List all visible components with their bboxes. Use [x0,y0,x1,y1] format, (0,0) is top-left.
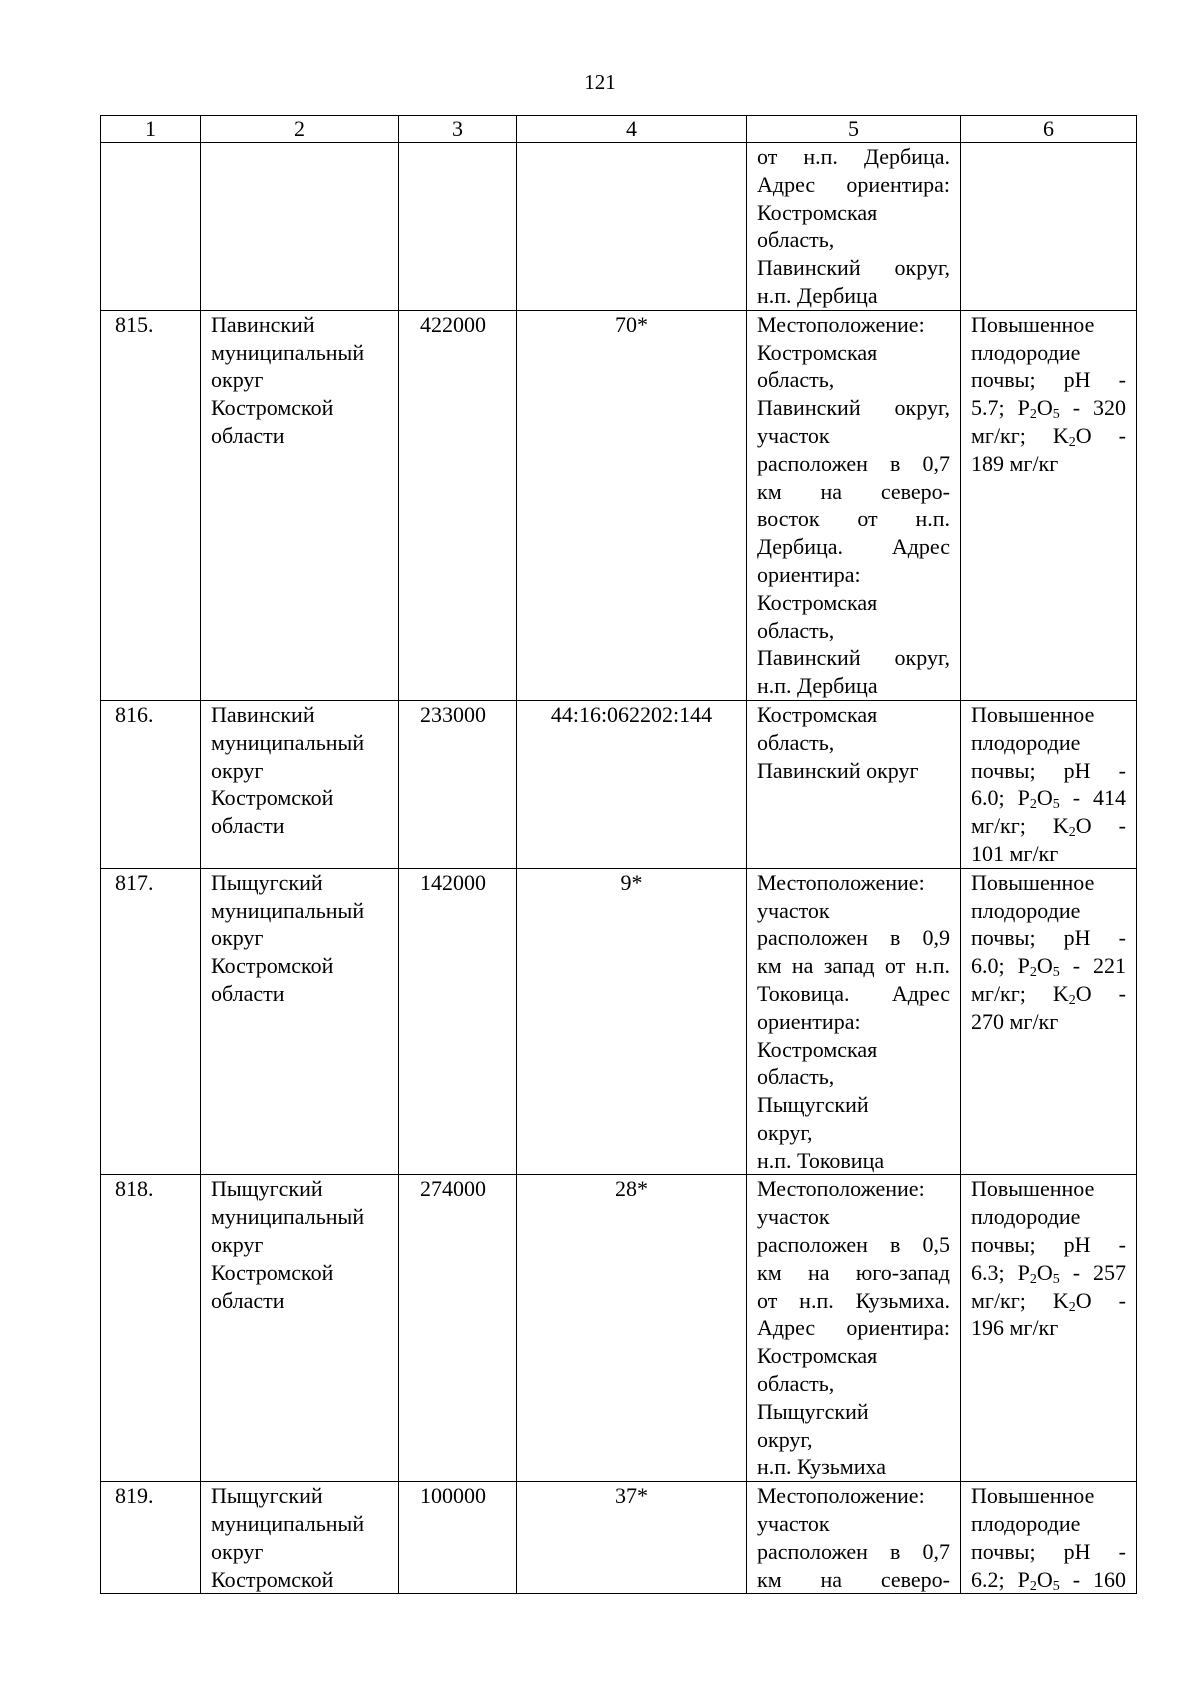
location-line: участок [757,1204,830,1230]
district-cell [201,310,399,700]
column-header: 4 [517,116,747,143]
district-line: округ [211,367,264,393]
soil-label: Повышенное [971,1176,1095,1202]
soil-label: плодородие [971,729,1081,755]
soil-ph-value: 6.2; [971,1566,1005,1592]
row-number-cell [101,868,201,1175]
district-cell [201,700,399,868]
district-line: муниципальный [211,1511,365,1537]
soil-unit: мг/кг; [971,422,1026,448]
location-cell [747,310,961,700]
district-line: муниципальный [211,1204,365,1230]
soil-p2o5-value: - 257 [1072,1259,1126,1285]
district-cell [201,1482,399,1594]
district-line: Пыщугский [211,1483,323,1509]
district-line: округ [211,1232,264,1258]
location-line: Павинский округ, [757,395,950,421]
row-number: 818. [115,1176,154,1202]
location-line: область, [757,1064,835,1090]
soil-p2o5-value: - 414 [1072,785,1126,811]
location-cell [747,1175,961,1482]
soil-cell [961,143,1137,311]
cadastral-cell [517,700,747,868]
soil-ph-p2o5-line: 6.0; $P_2O_5 - 414$ [971,785,1126,813]
table-row [101,700,1137,868]
location-line: н.п. Кузьмиха [757,1454,886,1480]
location-line: область, [757,367,835,393]
district-line: Павинский [211,311,315,337]
location-line: Дербица. Адрес [757,534,950,560]
district-line: муниципальный [211,729,365,755]
area-value: 233000 [420,701,486,727]
area-value: 100000 [420,1483,486,1509]
column-header: 6 [961,116,1137,143]
soil-unit: мг/кг; [971,980,1026,1006]
district-line: Костромской [211,953,334,979]
soil-label: плодородие [971,1204,1081,1230]
location-line: округ, [757,1426,813,1452]
soil-unit: мг/кг; [971,1287,1026,1313]
location-line: н.п. Токовица [757,1147,885,1173]
district-line: Пыщугский [211,869,323,895]
location-line: область, [757,617,835,643]
table-row [101,1175,1137,1482]
page-number: 121 [584,70,616,94]
soil-unit: мг/кг; [971,813,1026,839]
soil-k2o-dash: - [1118,1287,1126,1313]
soil-label: плодородие [971,339,1081,365]
location-line: Токовица. Адрес [757,980,950,1006]
location-line: Адрес ориентира: [757,171,950,197]
row-number: 816. [115,701,154,727]
location-line: расположен в 0,5 [757,1232,950,1258]
district-line: округ [211,925,264,951]
location-line: н.п. Дербица [757,673,878,699]
location-cell [747,143,961,311]
cadastral-number: 37* [615,1483,648,1509]
soil-ph-p2o5-line: 6.3; $P_2O_5 - 257$ [971,1259,1126,1287]
location-line: Костромская [757,199,878,225]
district-line: области [211,980,285,1006]
soil-cell [961,700,1137,868]
soil-cell [961,868,1137,1175]
row-number-cell [101,700,201,868]
soil-label: Повышенное [971,869,1095,895]
soil-k2o-line: мг/кг; $K_2O$ - [971,1287,1126,1315]
location-line: область, [757,729,835,755]
soil-label: Повышенное [971,701,1095,727]
cadastral-cell [517,143,747,311]
soil-k2o-dash: - [1118,980,1126,1006]
district-line: Костромской [211,1566,334,1592]
area-value: 142000 [420,869,486,895]
soil-ph-label: почвы; pH - [971,367,1126,393]
row-number: 817. [115,869,154,895]
soil-p2o5-value: - 221 [1072,953,1126,979]
column-header: 1 [101,116,201,143]
location-line: расположен в 0,7 [757,1538,950,1564]
area-cell [399,310,517,700]
column-header: 5 [747,116,961,143]
location-line: от н.п. Кузьмиха. [757,1287,950,1313]
district-line: Костромской [211,395,334,421]
column-number-row [101,116,1137,143]
row-number-cell [101,310,201,700]
location-line: Павинский округ, [757,255,950,281]
location-line: Местоположение: [757,311,925,337]
location-line: участок [757,422,830,448]
soil-label: плодородие [971,897,1081,923]
district-line: округ [211,1538,264,1564]
location-line: Костромская [757,339,878,365]
location-line: Местоположение: [757,869,925,895]
table-row [101,310,1137,700]
soil-ph-value: 6.0; [971,785,1005,811]
location-line: участок [757,1511,830,1537]
location-line: расположен в 0,7 [757,450,950,476]
location-cell [747,700,961,868]
soil-label: Повышенное [971,311,1095,337]
location-line: Адрес ориентира: [757,1315,950,1341]
area-cell [399,1175,517,1482]
soil-ph-p2o5-line: 5.7; $P_2O_5 - 320$ [971,395,1126,423]
row-number-cell [101,1175,201,1482]
area-cell [399,1482,517,1594]
soil-ph-value: 5.7; [971,395,1005,421]
soil-ph-p2o5-line: 6.0; $P_2O_5 - 221$ [971,953,1126,981]
location-line: Павинский округ, [757,645,950,671]
district-line: Пыщугский [211,1176,323,1202]
soil-k2o-line: мг/кг; $K_2O$ - [971,422,1126,450]
district-line: Павинский [211,701,315,727]
soil-k2o-dash: - [1118,813,1126,839]
location-line: н.п. Дербица [757,282,878,308]
location-cell [747,868,961,1175]
district-cell [201,1175,399,1482]
location-line: расположен в 0,9 [757,925,950,951]
location-line: восток от н.п. [757,506,950,532]
location-line: км на юго-запад [757,1259,950,1285]
soil-cell [961,1175,1137,1482]
area-cell [399,868,517,1175]
soil-cell [961,1482,1137,1594]
soil-k2o-line: мг/кг; $K_2O$ - [971,980,1126,1008]
row-number-cell [101,143,201,311]
soil-k2o-value: 270 мг/кг [971,1008,1059,1034]
soil-cell [961,310,1137,700]
cadastral-number: 28* [615,1176,648,1202]
location-line: Костромская [757,701,878,727]
location-line: Костромская [757,1343,878,1369]
soil-ph-label: почвы; pH - [971,757,1126,783]
location-line: округ, [757,1119,813,1145]
district-cell [201,868,399,1175]
location-line: км на запад от н.п. [757,953,950,979]
location-line: участок [757,897,830,923]
district-line: округ [211,757,264,783]
location-line: Пыщугский [757,1398,869,1424]
soil-ph-label: почвы; pH - [971,1232,1126,1258]
soil-ph-label: почвы; pH - [971,1538,1126,1564]
district-line: муниципальный [211,339,365,365]
location-cell [747,1482,961,1594]
row-number-cell [101,1482,201,1594]
location-line: ориентира: [757,1008,861,1034]
continuation-row [101,143,1137,311]
area-value: 422000 [420,311,486,337]
soil-k2o-value: 101 мг/кг [971,840,1059,866]
district-line: Костромской [211,785,334,811]
location-line: Пыщугский [757,1092,869,1118]
soil-p2o5-value: - 320 [1072,395,1126,421]
location-line: Костромская [757,1036,878,1062]
table-row [101,868,1137,1175]
column-header: 2 [201,116,399,143]
district-line: области [211,1287,285,1313]
land-plots-table [100,115,1137,1594]
district-cell [201,143,399,311]
soil-p2o5-value: - 160 [1072,1566,1126,1592]
cadastral-number: 70* [615,311,648,337]
row-number: 819. [115,1483,154,1509]
location-line: Костромская [757,589,878,615]
soil-k2o-dash: - [1118,422,1126,448]
location-line: область, [757,1371,835,1397]
cadastral-number: 9* [620,869,643,895]
column-header: 3 [399,116,517,143]
soil-label: Повышенное [971,1483,1095,1509]
soil-ph-label: почвы; pH - [971,925,1126,951]
row-number: 815. [115,311,154,337]
soil-ph-value: 6.0; [971,953,1005,979]
soil-k2o-value: 196 мг/кг [971,1315,1059,1341]
location-line: Местоположение: [757,1176,925,1202]
location-line: Местоположение: [757,1483,925,1509]
district-line: муниципальный [211,897,365,923]
soil-ph-value: 6.3; [971,1259,1005,1285]
area-cell [399,143,517,311]
cadastral-cell [517,310,747,700]
soil-k2o-line: мг/кг; $K_2O$ - [971,813,1126,841]
cadastral-cell [517,1482,747,1594]
location-line: ориентира: [757,561,861,587]
cadastral-cell [517,1175,747,1482]
soil-label: плодородие [971,1511,1081,1537]
district-line: области [211,813,285,839]
location-line: Павинский округ [757,757,919,783]
cadastral-number: 44:16:062202:144 [550,701,713,727]
cadastral-cell [517,868,747,1175]
district-line: Костромской [211,1259,334,1285]
area-cell [399,700,517,868]
table-row [101,1482,1137,1594]
location-line: км на северо- [757,1566,950,1592]
location-line: от н.п. Дербица. [757,144,950,169]
soil-ph-p2o5-line: 6.2; $P_2O_5 - 160$ [971,1566,1126,1594]
location-line: км на северо- [757,478,950,504]
district-line: области [211,422,285,448]
soil-k2o-value: 189 мг/кг [971,450,1059,476]
location-line: область, [757,227,835,253]
area-value: 274000 [420,1176,486,1202]
